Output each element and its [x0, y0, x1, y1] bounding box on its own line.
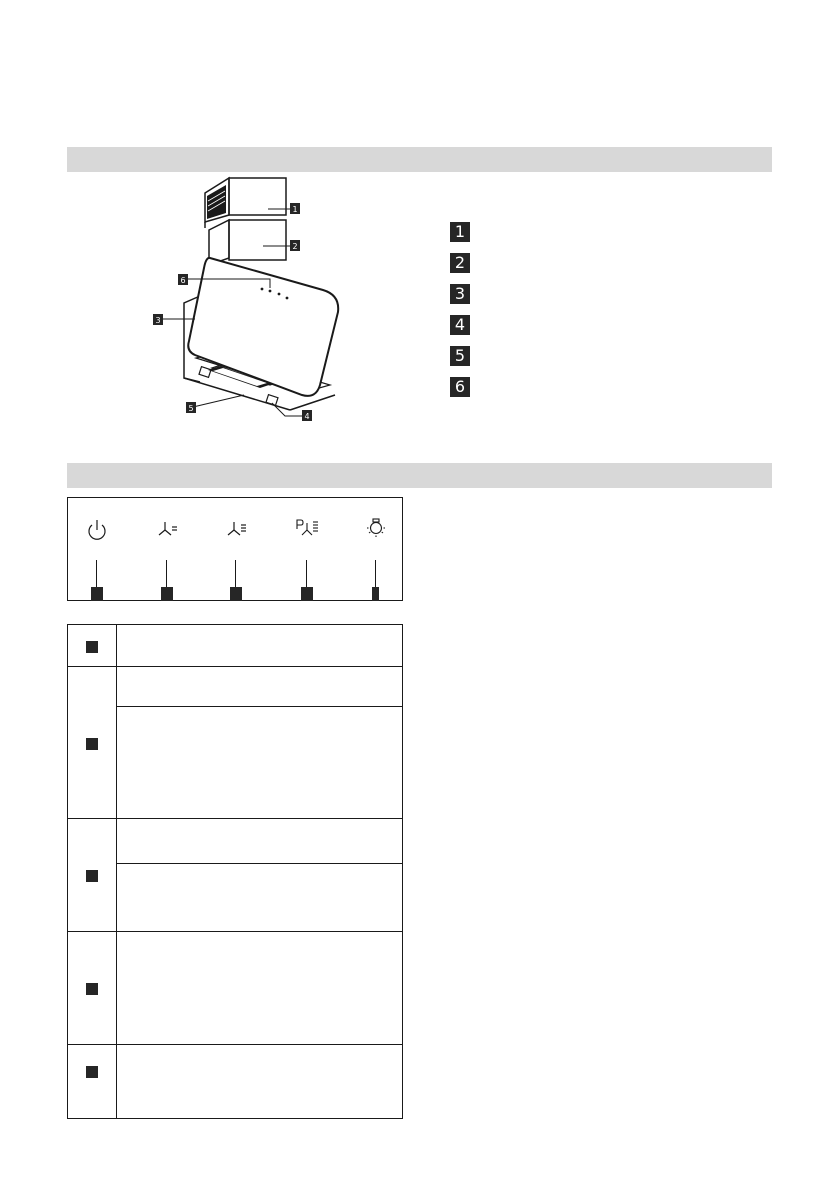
row-marker: [86, 983, 98, 995]
button-marker: [301, 587, 313, 601]
button-marker: [91, 587, 103, 601]
callout-6: [178, 274, 188, 285]
row-marker-cell: [68, 819, 117, 932]
panel-button-light: [364, 516, 388, 596]
svg-text:3: 3: [155, 316, 161, 325]
legend-item-5: 5: [450, 346, 470, 366]
panel-button-fan-speed-1: [155, 516, 179, 596]
description-cell: [117, 819, 403, 864]
description-cell: [117, 932, 403, 1045]
row-marker-cell: [68, 932, 117, 1045]
row-marker-cell: [68, 625, 117, 667]
chimney-lower: [209, 220, 286, 265]
table-row: [68, 667, 403, 707]
legend-item-4: 4: [450, 315, 470, 335]
row-marker: [86, 870, 98, 882]
table-row: [68, 707, 403, 819]
description-cell: [117, 864, 403, 932]
callout-1: [290, 203, 300, 214]
table-row: [68, 625, 403, 667]
fan-boost-icon: [295, 516, 325, 556]
legend-item-6: 6: [450, 377, 470, 397]
callout-2: [290, 240, 300, 251]
table-row: [68, 1045, 403, 1119]
legend-item-2: 2: [450, 253, 470, 273]
fan-speed-1-icon: [155, 516, 185, 556]
description-cell: [117, 1045, 403, 1119]
row-marker-cell: [68, 667, 117, 819]
callout-3: [153, 314, 163, 325]
button-marker: [372, 587, 379, 601]
parts-legend: [450, 222, 470, 408]
svg-text:6: 6: [180, 276, 186, 285]
table-row: [68, 864, 403, 932]
table-row: [68, 819, 403, 864]
function-table: [67, 624, 403, 1119]
power-icon: [85, 516, 109, 556]
row-marker: [86, 641, 98, 653]
button-marker: [161, 587, 173, 601]
callout-5: [186, 402, 196, 413]
section-header-bar: [67, 463, 772, 488]
cooker-hood-diagram: [140, 172, 340, 432]
description-cell: [117, 707, 403, 819]
callout-4: [302, 410, 312, 421]
svg-text:5: 5: [188, 404, 194, 413]
svg-text:2: 2: [292, 242, 298, 251]
row-marker: [86, 738, 98, 750]
svg-text:1: 1: [292, 205, 298, 214]
table-row: [68, 932, 403, 1045]
light-bulb-icon: [364, 516, 394, 556]
fan-speed-2-icon: [224, 516, 254, 556]
button-marker: [230, 587, 242, 601]
description-cell: [117, 625, 403, 667]
legend-item-1: 1: [450, 222, 470, 242]
section-header-bar: [67, 147, 772, 172]
description-cell: [117, 667, 403, 707]
legend-item-3: 3: [450, 284, 470, 304]
panel-button-power: [85, 516, 109, 596]
svg-text:4: 4: [304, 412, 310, 421]
panel-button-fan-speed-2: [224, 516, 248, 596]
row-marker: [86, 1066, 98, 1078]
control-panel: [67, 497, 403, 601]
row-marker-cell: [68, 1045, 117, 1119]
panel-button-fan-boost: [295, 516, 319, 596]
